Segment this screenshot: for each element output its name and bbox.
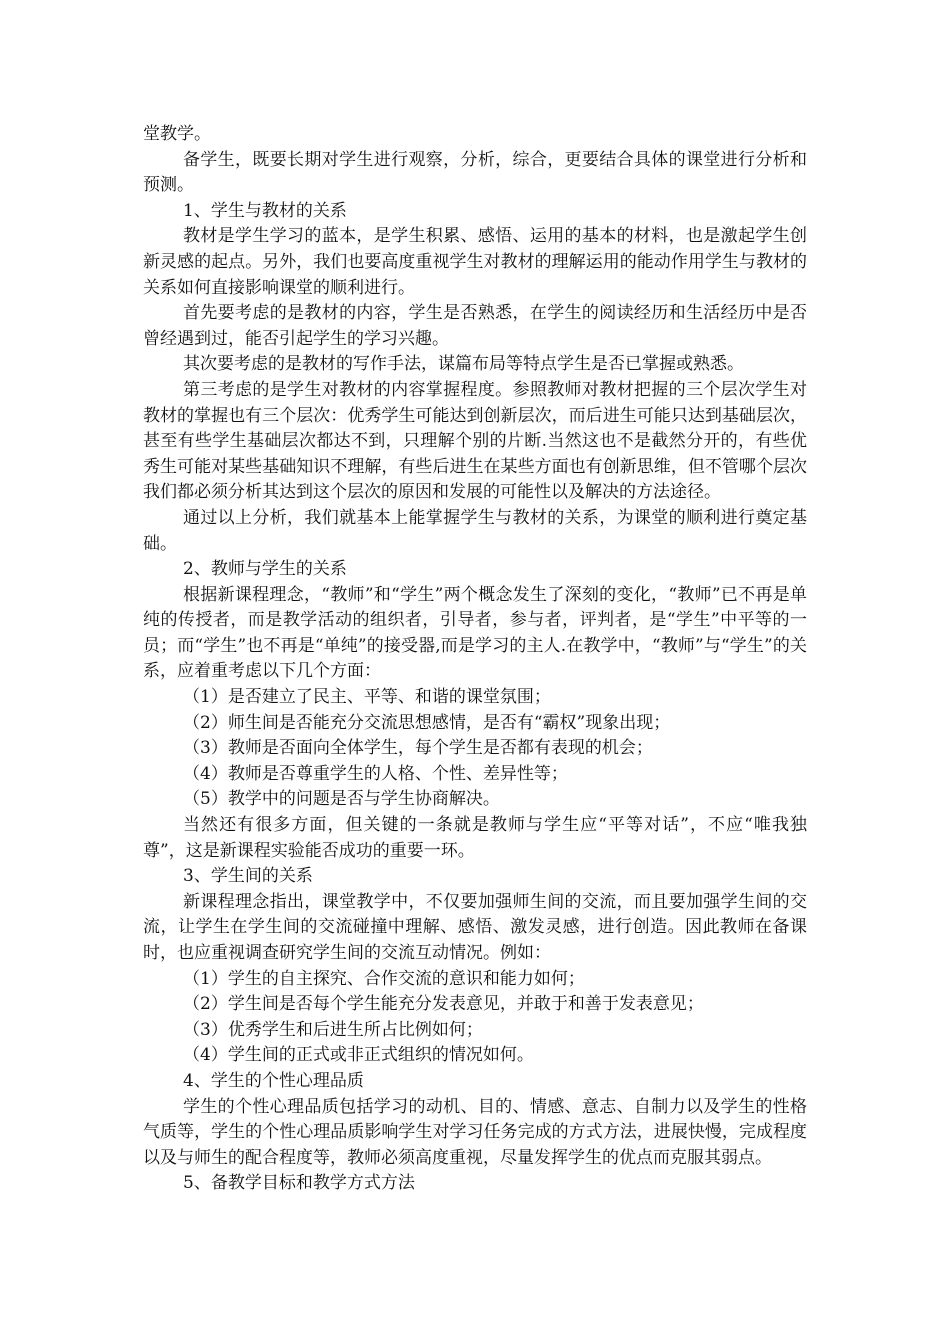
list-item: （3）优秀学生和后进生所占比例如何； — [183, 1019, 483, 1040]
list-item: （4）学生间的正式或非正式组织的情况如何。 — [183, 1045, 534, 1066]
paragraph: 当然还有很多方面，但关键的一条就是教师与学生应“平等对话”，不应“唯我独尊”，这是新课程实验能否成功的重要一环。 — [143, 815, 807, 861]
list-item: （2）师生间是否能充分交流思想感情，是否有“霸权”现象出现； — [183, 712, 671, 733]
list-item: （1）学生的自主探究、合作交流的意识和能力如何； — [183, 968, 585, 989]
section-heading-1: 1、学生与教材的关系 — [183, 200, 347, 221]
paragraph: 新课程理念指出，课堂教学中，不仅要加强师生间的交流，而且要加强学生间的交流，让学生在学生间的交流碰撞中理解、感悟、激发灵感，进行创造。因此教师在备课时，也应重视调查研究学生间的交流互动情况。例如： — [143, 891, 807, 963]
paragraph-prepare-students: 备学生，既要长期对学生进行观察，分析，综合，更要结合具体的课堂进行分析和预测。 — [143, 149, 807, 196]
paragraph: 第三考虑的是学生对教材的内容掌握程度。参照教师对教材把握的三个层次学生对教材的掌握也有三个层次：优秀学生可能达到创新层次，而后进生可能只达到基础层次，甚至有些学生基础层次都达不到，只理解个别的片断.当然这也不是截然分开的，有些优秀生可能对某些基础知识不理解，有些后进生在某些方面也有创新思维，但不管哪个层次我们都必须分析其达到这个层次的原因和发展的可能性以及解决的方法途径。 — [143, 379, 807, 503]
paragraph: 根据新课程理念，“教师”和“学生”两个概念发生了深刻的变化，“教师”已不再是单纯的传授者，而是教学活动的组织者，引导者，参与者，评判者，是“学生”中平等的一员；而“学生”也不再是“单纯”的接受器,而是学习的主人.在教学中，“教师”与“学生”的关系，应着重考虑以下几个方面： — [143, 584, 807, 682]
section-heading-3: 3、学生间的关系 — [183, 866, 313, 887]
paragraph: 其次要考虑的是教材的写作手法，谋篇布局等特点学生是否已掌握或熟悉。 — [183, 354, 744, 375]
list-item: （2）学生间是否每个学生能充分发表意见，并敢于和善于发表意见； — [183, 994, 704, 1015]
list-item: （1）是否建立了民主、平等、和谐的课堂氛围； — [183, 687, 551, 708]
paragraph: 首先要考虑的是教材的内容，学生是否熟悉，在学生的阅读经历和生活经历中是否曾经遇到过，能否引起学生的学习兴趣。 — [143, 303, 807, 349]
paragraph: 通过以上分析，我们就基本上能掌握学生与教材的关系，为课堂的顺利进行奠定基础。 — [143, 507, 807, 554]
document-page — [143, 122, 807, 1197]
section-heading-2: 2、教师与学生的关系 — [183, 559, 347, 580]
paragraph-continuation: 堂教学。 — [143, 124, 211, 144]
section-heading-5: 5、备教学目标和教学方式方法 — [183, 1173, 415, 1194]
list-item: （5）教学中的问题是否与学生协商解决。 — [183, 789, 500, 810]
list-item: （4）教师是否尊重学生的人格、个性、差异性等； — [183, 763, 568, 784]
section-heading-4: 4、学生的个性心理品质 — [183, 1070, 364, 1091]
list-item: （3）教师是否面向全体学生，每个学生是否都有表现的机会； — [183, 738, 653, 759]
paragraph: 教材是学生学习的蓝本，是学生积累、感悟、运用的基本的材料，也是激起学生创新灵感的起点。另外，我们也要高度重视学生对教材的理解运用的能动作用学生与教材的关系如何直接影响课堂的顺利进行。 — [143, 226, 807, 298]
paragraph: 学生的个性心理品质包括学习的动机、目的、情感、意志、自制力以及学生的性格气质等，学生的个性心理品质影响学生对学习任务完成的方式方法，进展快慢，完成程度以及与师生的配合程度等，教师必须高度重视，尽量发挥学生的优点而克服其弱点。 — [143, 1096, 807, 1168]
